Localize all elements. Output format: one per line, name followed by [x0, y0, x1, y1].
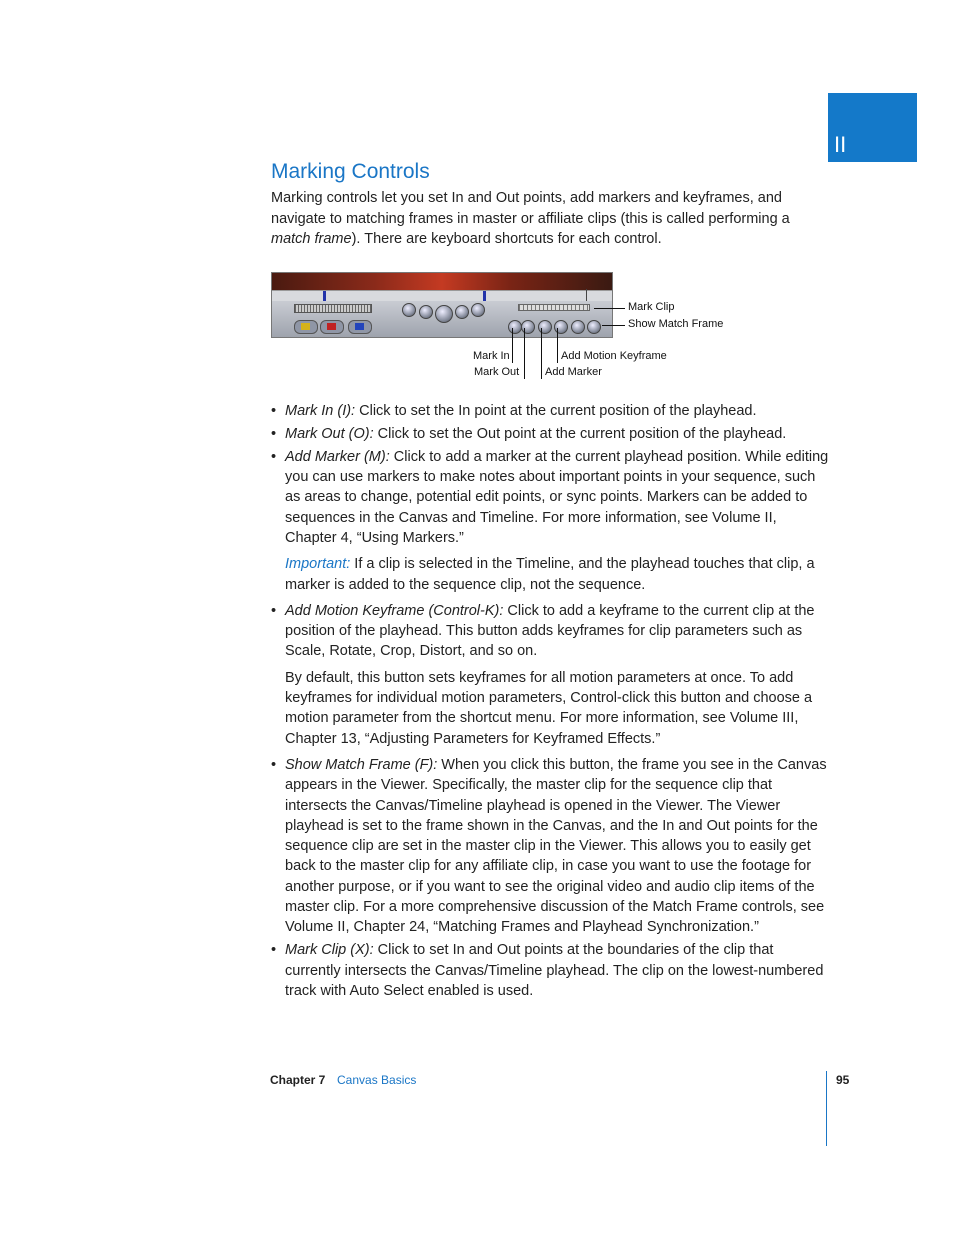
play-in-to-out-icon	[419, 305, 433, 319]
list-item-text: Click to add a marker at the current playhead position. While editing you can use markers to make notes about important points in your sequence, such as areas to change, potential edit points, or sync points. Markers can be added to sequences in the Canvas and Timeline. For more information, see Volume II, Chapter 4, “Using Markers.”	[285, 448, 829, 546]
transport-controls-bar	[272, 301, 612, 337]
list-item-text: When you click this button, the frame you see in the Canvas appears in the Viewer. Specifically, the master clip for the sequence clip that intersects the Canvas/Timeline playhead is opened in the Viewer. The Viewer playhead is set to the frame shown in the Canvas, and the In and Out points for the sequence clip are set in the master clip in the Viewer. This allows you to easily get back to the master clip for any affiliate clip, in case you want to use the footage for another purpose, or if you want to see the original video and audio clip items of the master clip. For a more comprehensive discussion of the Match Frame controls, see Volume II, Chapter 24, “Matching Frames and Playhead Synchronization.”	[285, 756, 827, 936]
out-point-marker-icon	[483, 291, 486, 301]
list-item-term: Add Marker (M):	[285, 448, 390, 465]
canvas-controls-screenshot	[271, 272, 613, 338]
page-number: 95	[836, 1073, 850, 1087]
mark-clip-label: Mark Clip	[628, 301, 675, 313]
shuttle-control	[518, 304, 590, 311]
intro-emphasis: match frame	[271, 231, 352, 247]
important-note	[285, 554, 831, 595]
play-around-current-icon	[455, 305, 469, 319]
list-item-term: Mark Clip (X):	[285, 942, 374, 959]
add-motion-keyframe-label: Add Motion Keyframe	[561, 350, 667, 362]
control-descriptions-list	[271, 401, 831, 1004]
show-match-frame-button-icon	[587, 320, 601, 334]
mark-clip-callout-line	[594, 308, 625, 309]
intro-text-2: ). There are keyboard shortcuts for each control.	[351, 231, 662, 247]
intro-text-1: Marking controls let you set In and Out points, add markers and keyframes, and navigate to matching frames in master or affiliate clips (this is called performing a	[271, 190, 790, 227]
mark-in-label: Mark In	[473, 350, 510, 362]
list-item-term: Add Motion Keyframe (Control-K):	[285, 602, 504, 619]
show-match-frame-label: Show Match Frame	[628, 318, 724, 330]
bullet-glyph: •	[271, 425, 277, 442]
marking-controls-figure	[271, 272, 831, 387]
footer-divider	[826, 1071, 827, 1146]
mark-in-callout-line	[512, 328, 513, 363]
video-frame-strip	[272, 273, 612, 290]
list-item-text: Click to set the In point at the current position of the playhead.	[355, 403, 757, 419]
show-match-frame-callout-line	[602, 325, 625, 326]
list-item-text: Click to add a keyframe to the current clip at the position of the playhead. This button adds keyframes for clip parameters such as Scale, Rotate, Crop, Distort, and so on.	[285, 602, 815, 660]
bullet-glyph: •	[271, 756, 277, 773]
list-item-term: Mark Out (O):	[285, 425, 374, 442]
add-marker-callout-line	[541, 328, 542, 379]
mark-out-callout-line	[524, 328, 525, 379]
important-label: Important:	[285, 556, 351, 573]
list-item-term: Mark In (I):	[285, 403, 356, 419]
bullet-glyph: •	[271, 602, 277, 619]
previous-edit-icon	[402, 303, 416, 317]
mark-clip-button-icon	[571, 320, 585, 334]
list-item	[271, 447, 831, 595]
list-item-term: Show Match Frame (F):	[285, 756, 438, 773]
part-tab	[828, 93, 917, 162]
part-tab-label: II	[834, 132, 847, 157]
mark-out-label: Mark Out	[474, 366, 520, 378]
overwrite-edit-icon	[320, 320, 344, 334]
jog-control	[294, 304, 372, 313]
bullet-glyph: •	[271, 448, 277, 465]
mark-in-button-icon	[508, 320, 522, 334]
footer-chapter-title: Canvas Basics	[337, 1073, 417, 1087]
section-heading: Marking Controls	[271, 160, 430, 183]
keyframe-note: By default, this button sets keyframes for all motion parameters at once. To add keyframes for individual motion parameters, Control-click this button and choose a motion parameter from the shortcut menu. For more information, see Volume III, Chapter 13, “Adjusting Parameters for Keyframed Effects.”	[285, 669, 813, 747]
next-edit-icon	[471, 303, 485, 317]
add-marker-label: Add Marker	[545, 366, 602, 378]
bullet-glyph: •	[271, 942, 277, 959]
intro-paragraph	[271, 188, 816, 250]
footer-chapter: Chapter 7	[270, 1073, 326, 1087]
in-point-marker-icon	[323, 291, 326, 301]
list-item	[271, 940, 831, 1001]
play-icon	[435, 305, 453, 323]
add-motion-keyframe-callout-line	[557, 328, 558, 363]
important-text: If a clip is selected in the Timeline, and the playhead touches that clip, a marker is added to the sequence clip, not the sequence.	[285, 556, 815, 593]
replace-edit-icon	[348, 320, 372, 334]
insert-edit-icon	[294, 320, 318, 334]
list-item	[271, 755, 831, 938]
list-item-text: Click to set In and Out points at the boundaries of the clip that currently intersects the Canvas/Timeline playhead. The clip on the lowest-numbered track with Auto Select enabled is used.	[285, 942, 824, 999]
list-item	[271, 424, 831, 444]
list-item-text: Click to set the Out point at the current position of the playhead.	[373, 425, 787, 442]
list-item	[271, 401, 831, 421]
list-item	[271, 601, 831, 749]
bullet-glyph: •	[271, 403, 277, 419]
